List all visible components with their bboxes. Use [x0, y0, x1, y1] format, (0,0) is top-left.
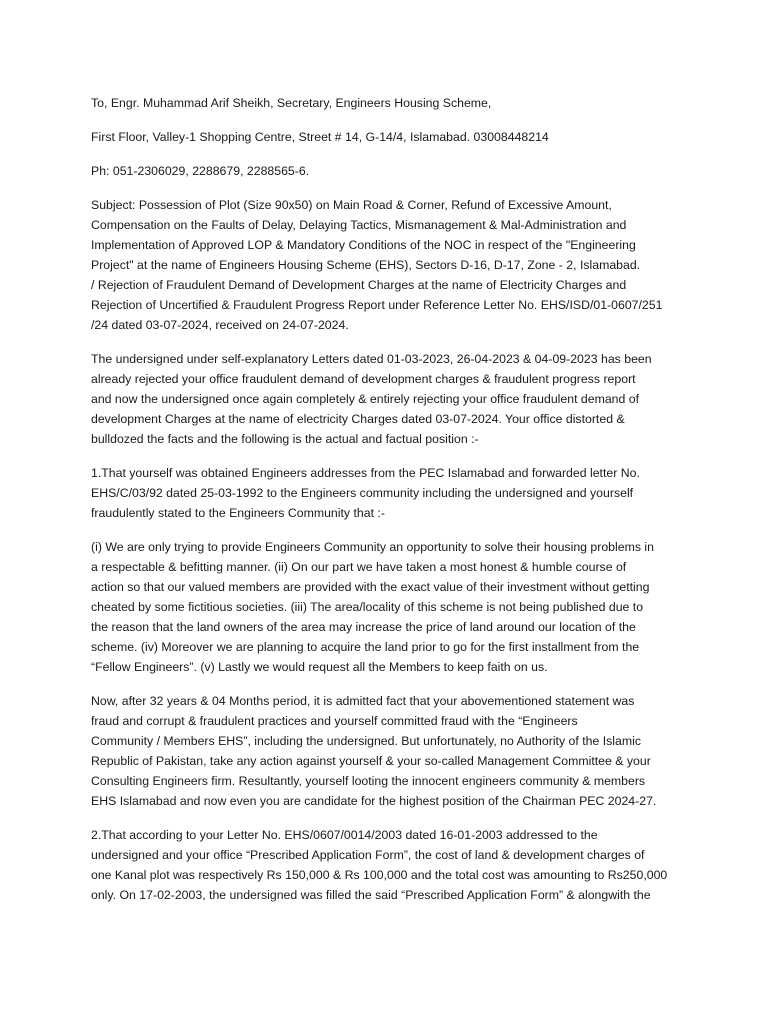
text-line: fraud and corrupt & fraudulent practices and yourself committed fraud with the “Engineers: [91, 714, 578, 728]
text-line: Implementation of Approved LOP & Mandatory Conditions of the NOC in respect of the "Engineering: [91, 238, 636, 252]
text-line: cheated by some fictitious societies. (iii) The area/locality of this scheme is not being published due to: [91, 600, 644, 614]
text-line: bulldozed the facts and the following is the actual and factual position :-: [91, 432, 479, 446]
text-line: “Fellow Engineers”. (v) Lastly we would request all the Members to keep faith on us.: [91, 660, 548, 674]
text-line: the reason that the land owners of the area may increase the price of land around our location of the: [91, 620, 636, 634]
text-line: Rejection of Uncertified & Fraudulent Progress Report under Reference Letter No. EHS/ISD/01-0607/251: [91, 298, 663, 312]
text-line: Ph: 051-2306029, 2288679, 2288565-6.: [91, 164, 310, 178]
text-line: Now, after 32 years & 04 Months period, it is admitted fact that your abovementioned statement was: [91, 694, 635, 708]
text-line: The undersigned under self-explanatory Letters dated 01-03-2023, 26-04-2023 & 04-09-2023 has been: [91, 352, 652, 366]
text-line: EHS/C/03/92 dated 25-03-1992 to the Engineers community including the undersigned and yourself: [91, 486, 634, 500]
text-line: Community / Members EHS”, including the undersigned. But unfortunately, no Authority of the Islamic: [91, 734, 641, 748]
phone-line: [91, 161, 680, 181]
fraud-statement-paragraph: [91, 691, 680, 811]
text-line: Republic of Pakistan, take any action against yourself & your so-called Management Committee & your: [91, 754, 651, 768]
text-line: EHS Islamabad and now even you are candidate for the highest position of the Chairman PEC 2024-27.: [91, 794, 657, 808]
text-line: fraudulently stated to the Engineers Community that :-: [91, 506, 385, 520]
text-line: development Charges at the name of electricity Charges dated 03-07-2024. Your office distorted &: [91, 412, 625, 426]
subject-paragraph: [91, 195, 680, 335]
point-1-paragraph: [91, 463, 680, 523]
text-line: Project" at the name of Engineers Housing Scheme (EHS), Sectors D-16, D-17, Zone - 2, Islamabad.: [91, 258, 641, 272]
text-line: scheme. (iv) Moreover we are planning to acquire the land prior to go for the first installment from the: [91, 640, 640, 654]
text-line: undersigned and your office “Prescribed Application Form”, the cost of land & development charges of: [91, 848, 645, 862]
point-2-paragraph: [91, 825, 680, 905]
text-line: and now the undersigned once again completely & entirely rejecting your office fraudulent demand of: [91, 392, 640, 406]
text-line: 2.That according to your Letter No. EHS/0607/0014/2003 dated 16-01-2003 addressed to the: [91, 828, 598, 842]
address-line: [91, 127, 680, 147]
text-line: /24 dated 03-07-2024, received on 24-07-2024.: [91, 318, 349, 332]
text-line: Consulting Engineers firm. Resultantly, yourself looting the innocent engineers community & members: [91, 774, 646, 788]
text-line: / Rejection of Fraudulent Demand of Development Charges at the name of Electricity Charges and: [91, 278, 627, 292]
text-line: already rejected your office fraudulent demand of development charges & fraudulent progress report: [91, 372, 636, 386]
quoted-statements-paragraph: [91, 537, 680, 677]
text-line: action so that our valued members are provided with the exact value of their investment without getting: [91, 580, 650, 594]
text-line: a respectable & befitting manner. (ii) On our part we have taken a most honest & humble course of: [91, 560, 627, 574]
text-line: Compensation on the Faults of Delay, Delaying Tactics, Mismanagement & Mal-Administration and: [91, 218, 627, 232]
text-line: 1.That yourself was obtained Engineers addresses from the PEC Islamabad and forwarded letter No.: [91, 466, 640, 480]
text-line: Subject: Possession of Plot (Size 90x50) on Main Road & Corner, Refund of Excessive Amount,: [91, 198, 612, 212]
recipient-line: [91, 93, 680, 113]
text-line: First Floor, Valley-1 Shopping Centre, Street # 14, G-14/4, Islamabad. 03008448214: [91, 130, 549, 144]
text-line: one Kanal plot was respectively Rs 150,000 & Rs 100,000 and the total cost was amounting to Rs250,000: [91, 868, 668, 882]
letter-body: [91, 93, 680, 905]
intro-paragraph: [91, 349, 680, 449]
text-line: (i) We are only trying to provide Engineers Community an opportunity to solve their housing problems in: [91, 540, 654, 554]
text-line: only. On 17-02-2003, the undersigned was filled the said “Prescribed Application Form” & alongwith the: [91, 888, 651, 902]
text-line: To, Engr. Muhammad Arif Sheikh, Secretary, Engineers Housing Scheme,: [91, 96, 492, 110]
